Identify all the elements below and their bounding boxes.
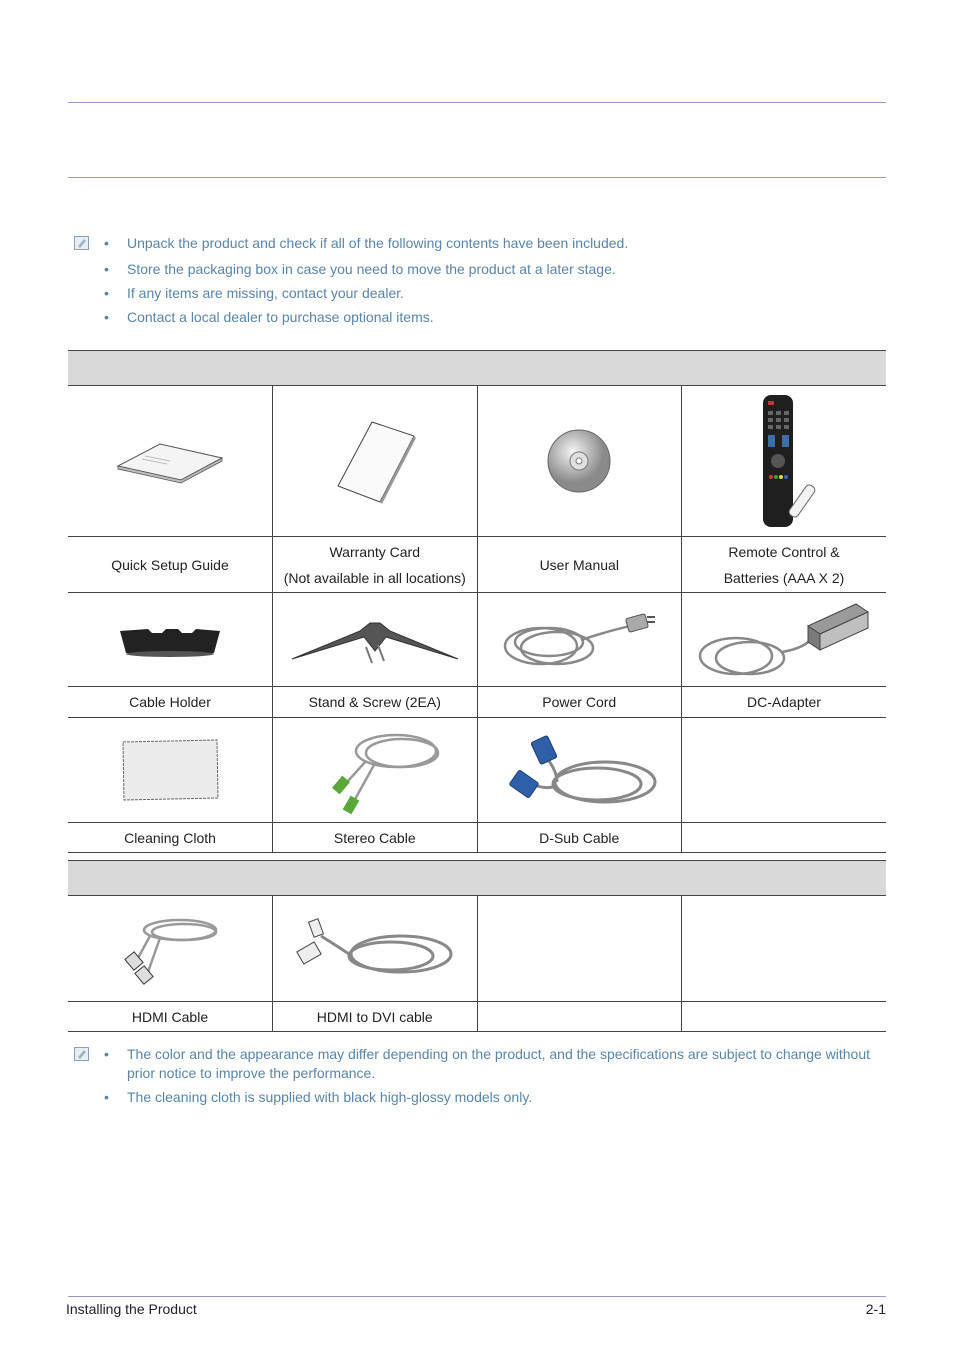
item-caption: User Manual (477, 537, 682, 593)
quick-setup-guide-icon (115, 436, 225, 486)
contents-header-band (68, 351, 886, 386)
hdmi-dvi-cable-icon (293, 916, 457, 982)
warranty-card-icon (330, 416, 420, 506)
d-sub-cable-icon (497, 730, 661, 810)
item-caption: Stand & Screw (2EA) (273, 687, 478, 718)
item-image-cell (68, 593, 273, 687)
empty-cell (682, 823, 887, 853)
item-caption: DC-Adapter (682, 687, 887, 718)
stereo-cable-icon (310, 725, 440, 815)
empty-cell (477, 896, 682, 1002)
item-caption: Cleaning Cloth (68, 823, 273, 853)
top-notes: • Unpack the product and check if all of the following contents have been included. • Store the packaging box in case you need to move the product at a later stage. • If any items are missing, contact your dealer. • Contact a local dealer to purchase optional items. (74, 234, 886, 330)
note-icon (74, 1047, 89, 1061)
bottom-notes: • The color and the appearance may differ depending on the product, and the specifications are subject to change without prior notice to improve the performance. • The cleaning cloth is supplied with black high-glossy models only. (74, 1045, 886, 1115)
note-text: The color and the appearance may differ depending on the product, and the specifications are subject to change without prior notice to improve the performance. (127, 1046, 871, 1081)
page-number: 2-1 (865, 1301, 886, 1317)
cleaning-cloth-icon (120, 738, 220, 802)
empty-cell (682, 718, 887, 823)
optional-table (68, 860, 886, 1032)
cd-disc-icon (546, 428, 612, 494)
item-caption: Stereo Cable (273, 823, 478, 853)
item-caption: D-Sub Cable (477, 823, 682, 853)
item-image-cell (273, 386, 478, 537)
dc-adapter-icon (696, 600, 872, 680)
optional-header-band (68, 861, 886, 896)
note-text: Contact a local dealer to purchase optional items. (127, 309, 434, 325)
item-image-cell (68, 386, 273, 537)
empty-cell (682, 896, 887, 1002)
header-rule-top (68, 102, 886, 103)
item-caption: Warranty Card (Not available in all locations) (273, 537, 478, 593)
item-image-cell (68, 718, 273, 823)
item-image-cell (477, 718, 682, 823)
item-image-cell (682, 386, 887, 537)
note-text: Store the packaging box in case you need to move the product at a later stage. (127, 261, 616, 277)
item-image-cell (477, 386, 682, 537)
item-image-cell (682, 593, 887, 687)
footer-section-title: Installing the Product (66, 1301, 197, 1317)
stand-screw-icon (290, 615, 460, 665)
item-image-cell (68, 896, 273, 1002)
hdmi-cable-icon (120, 912, 220, 986)
empty-cell (682, 1002, 887, 1032)
contents-table (68, 350, 886, 853)
item-image-cell (477, 593, 682, 687)
item-image-cell (273, 593, 478, 687)
item-caption: Remote Control & Batteries (AAA X 2) (682, 537, 887, 593)
note-text: The cleaning cloth is supplied with black high-glossy models only. (127, 1089, 533, 1105)
note-text: If any items are missing, contact your dealer. (127, 285, 405, 301)
header-rule-bottom (68, 177, 886, 178)
cable-holder-icon (118, 623, 222, 657)
item-image-cell (273, 896, 478, 1002)
note-text: Unpack the product and check if all of the following contents have been included. (127, 235, 629, 251)
remote-control-icon (739, 391, 829, 531)
item-caption: Cable Holder (68, 687, 273, 718)
item-caption: Power Cord (477, 687, 682, 718)
item-caption: HDMI Cable (68, 1002, 273, 1032)
item-caption: Quick Setup Guide (68, 537, 273, 593)
empty-cell (477, 1002, 682, 1032)
item-image-cell (273, 718, 478, 823)
note-icon (74, 236, 89, 250)
item-caption: HDMI to DVI cable (273, 1002, 478, 1032)
power-cord-icon (501, 610, 657, 670)
footer-rule (68, 1296, 886, 1297)
